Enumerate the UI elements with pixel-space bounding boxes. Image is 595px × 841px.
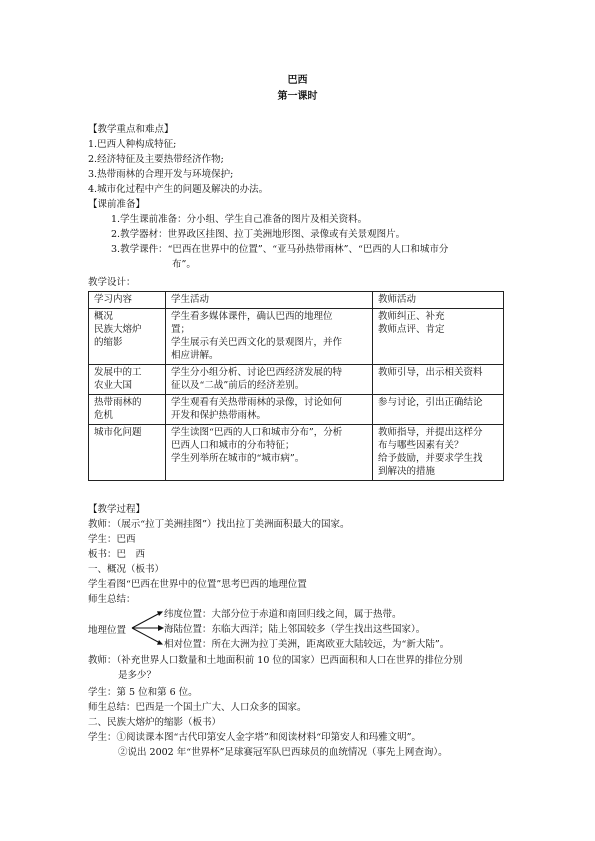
preparation-item: 2.教学器材：世界政区挂图、拉丁美洲地形图、录像或有关景观图片。 (111, 229, 406, 240)
table-cell-teacher (373, 365, 504, 395)
key-point-item: 4.城市化过程中产生的问题及解决的办法。 (88, 184, 269, 195)
location-item: 海陆位置：东临大西洋；陆上邻国较多（学生找出这些国家）。 (164, 624, 426, 635)
teaching-design-table (88, 291, 504, 481)
preparation-item: 1.学生课前准备：分小组、学生自己准备的图片及相关资料。 (111, 214, 368, 225)
table-header-cell: 学生活动 (166, 292, 373, 309)
cell-text: 到解决的措施 (378, 466, 436, 477)
cell-text: 置； (171, 324, 191, 335)
cell-text: 民族大熔炉 (94, 324, 142, 335)
process-line: 学生：巴西 (88, 534, 136, 545)
table-cell-content (89, 309, 166, 365)
cell-text: 学生读图“巴西的人口和城市分布”，分析 (171, 427, 343, 438)
process-line: 板书：巴 西 (88, 549, 146, 560)
table-cell-teacher (373, 309, 504, 365)
branch-arrows-icon (130, 606, 166, 650)
preparation-item: 3.教学课件：“巴西在世界中的位置”、“亚马孙热带雨林”、“巴西的人口和城市分 (111, 244, 449, 255)
cell-text: 学生观看有关热带雨林的录像，讨论如何 (171, 397, 343, 408)
key-point-item: 2.经济特征及主要热带经济作物; (88, 154, 224, 165)
table-row (89, 425, 504, 481)
cell-text: 开发和保护热带雨林。 (171, 410, 267, 421)
process-line: 师生总结：巴西是一个国土广大、人口众多的国家。 (88, 702, 307, 713)
table-header-cell: 学习内容 (89, 292, 166, 309)
page-subtitle: 第一课时 (277, 91, 318, 102)
cell-text: 学生展示有关巴西文化的景观图片，并作 (171, 337, 343, 348)
cell-text: 城市化问题 (94, 427, 142, 438)
cell-text: 发展中的工 (94, 367, 142, 378)
table-row (89, 365, 504, 395)
location-item: 纬度位置：大部分位于赤道和南回归线之间，属于热带。 (164, 609, 402, 620)
table-cell-content (89, 365, 166, 395)
table-row (89, 309, 504, 365)
table-cell-teacher (373, 425, 504, 481)
location-item: 相对位置：所在大洲为拉丁美洲，距离欧亚大陆较远，为“新大陆”。 (164, 639, 450, 650)
cell-text: 参与讨论，引出正确结论 (378, 397, 483, 408)
cell-text: 征以及“二战”前后的经济差别。 (171, 380, 305, 391)
table-cell-content (89, 425, 166, 481)
table-cell-student (166, 309, 373, 365)
cell-text: 学生分小组分析、讨论巴西经济发展的特 (171, 367, 343, 378)
table-cell-student (166, 425, 373, 481)
page-title: 巴西 (287, 75, 308, 86)
cell-text: 热带雨林的 (94, 397, 142, 408)
table-cell-student (166, 395, 373, 425)
key-point-item: 3.热带雨林的合理开发与环境保护; (88, 169, 234, 180)
process-line: 学生看图“巴西在世界中的位置”思考巴西的地理位置 (88, 579, 307, 590)
cell-text: 教师引导，出示相关资料 (378, 367, 483, 378)
preparation-heading: 【课前准备】 (88, 199, 146, 210)
location-label: 地理位置 (88, 625, 127, 636)
process-heading: 【教学过程】 (88, 504, 146, 515)
cell-text: 学生看多媒体课件，确认巴西的地理位 (171, 311, 333, 322)
design-label: 教学设计： (88, 277, 136, 288)
cell-text: 布与哪些因素有关？ (378, 440, 464, 451)
table-cell-teacher (373, 395, 504, 425)
cell-text: 相应讲解。 (171, 350, 219, 361)
key-points-heading: 【教学重点和难点】 (88, 124, 174, 135)
cell-text: 概况 (94, 311, 114, 322)
preparation-item-continued: 布”。 (172, 259, 196, 270)
cell-text: 教师纠正、补充 (378, 311, 445, 322)
cell-text: 的缩影 (94, 337, 123, 348)
cell-text: 教师指导，并提出这样分 (378, 427, 483, 438)
cell-text: 巴西人口和城市的分布特征； (171, 440, 295, 451)
process-line: 学生：①阅读课本图“古代印第安人金字塔”和阅读材料“印第安人和玛雅文明”。 (88, 732, 421, 743)
table-cell-content (89, 395, 166, 425)
table-row (89, 395, 504, 425)
cell-text: 危机 (94, 410, 114, 421)
process-line: 是多少？ (118, 670, 157, 681)
cell-text: 教师点评、肯定 (378, 324, 445, 335)
cell-text: 农业大国 (94, 380, 133, 391)
table-header-cell: 教师活动 (373, 292, 504, 309)
cell-text: 给予鼓励，并要求学生找 (378, 453, 483, 464)
section-heading: 一、概况（板书） (88, 564, 165, 575)
table-cell-student (166, 365, 373, 395)
process-line: 教师：（补充世界人口数量和土地面积前 10 位的国家）巴西面积和人口在世界的排位分别 (88, 655, 463, 666)
process-line: 学生：第 5 位和第 6 位。 (88, 687, 198, 698)
cell-text: 学生列举所在城市的“城市病”。 (171, 453, 305, 464)
table-header-row (89, 292, 504, 309)
section-heading: 二、民族大熔炉的缩影（板书） (88, 717, 222, 728)
process-line: 教师：（展示“拉丁美洲挂图”）找出拉丁美洲面积最大的国家。 (88, 519, 350, 530)
process-line: 师生总结： (88, 594, 136, 605)
key-point-item: 1.巴西人种构成特征; (88, 139, 177, 150)
process-line: ②说出 2002 年“世界杯”足球赛冠军队巴西球员的血统情况（事先上网查询）。 (118, 747, 448, 758)
